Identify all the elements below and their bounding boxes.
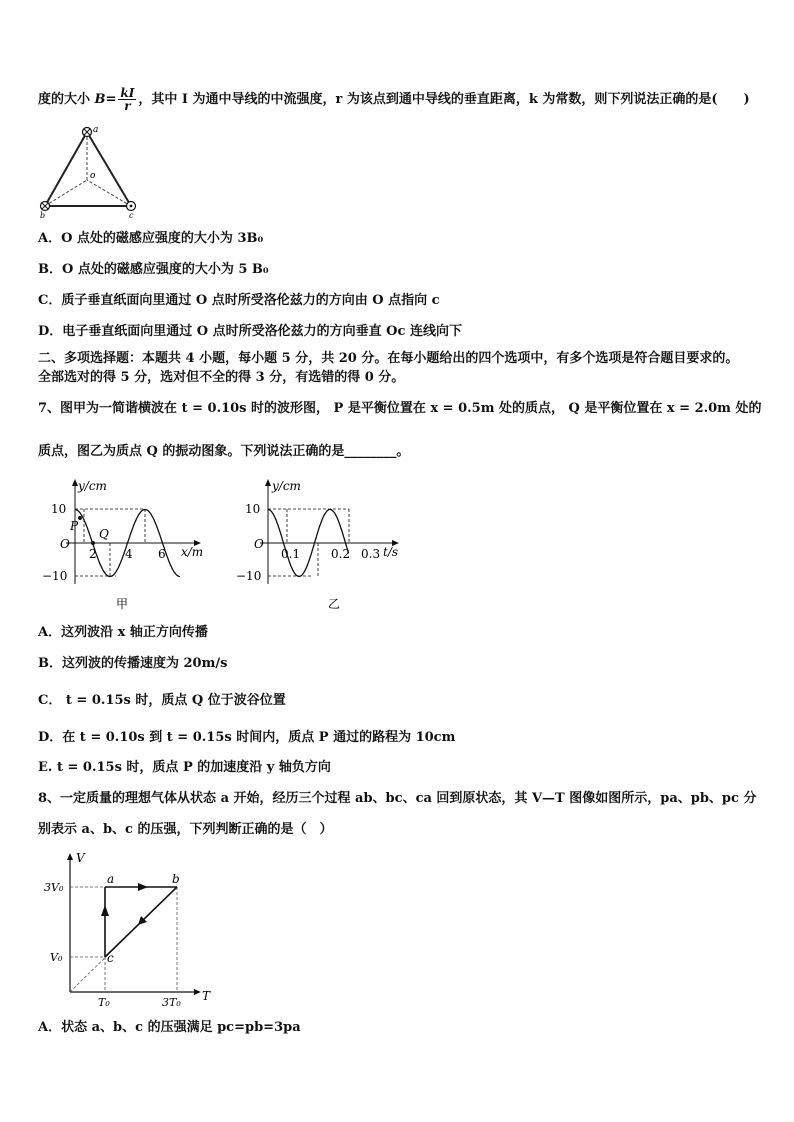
section2-line2: 全部选对的得 5 分，选对但不全的得 3 分，有选错的得 0 分。 (38, 370, 405, 385)
wave-xlabel: x/m (181, 545, 204, 559)
vibration-caption: 乙 (328, 597, 341, 611)
q6-triangle-figure (36, 124, 146, 220)
point-p (78, 516, 82, 520)
point-q (91, 541, 95, 545)
wave-caption: 甲 (116, 597, 129, 611)
q6-label-o: o (90, 171, 96, 181)
q8-label-c: c (107, 951, 114, 965)
q6-stem-text-b: ，其中 I 为通中导线的中流强度，r 为该点到通中导线的垂直距离，k 为常数，则下列说法正确的是( ) (138, 92, 750, 107)
q7-stem-line1: 7、图甲为一简谐横波在 t = 0.10s 时的波形图， P 是平衡位置在 x = 0.5m 处的质点， Q 是平衡位置在 x = 2.0m 处的 (38, 401, 762, 416)
q6-option-d: D．电子垂直纸面向里通过 O 点时所受洛伦兹力的方向垂直 Oc 连线向下 (38, 324, 462, 339)
q8-label-b: b (172, 872, 180, 886)
q6-stem-text-a: 度的大小 (38, 92, 95, 107)
q7-option-a: A．这列波沿 x 轴正方向传播 (38, 625, 208, 640)
q6-fraction (118, 87, 136, 112)
wave-xtick-2: 2 (89, 547, 97, 561)
wave-xtick-4: 4 (125, 547, 133, 561)
vibration-ytick-10: 10 (245, 502, 261, 516)
q6-option-c: C．质子垂直纸面向里通过 O 点时所受洛伦兹力的方向由 O 点指向 c (38, 293, 440, 308)
wave-ylabel: y/cm (78, 479, 107, 493)
vibration-ttick-0-3: 0.3 (361, 547, 381, 561)
q8-tick-3t0: 3T₀ (162, 996, 181, 1009)
q8-label-a: a (107, 872, 115, 886)
q8-tick-3v0: 3V₀ (44, 881, 64, 894)
q6-option-a: A．O 点处的磁感应强度的大小为 3B₀ (38, 231, 264, 246)
q8-stem-line2: 别表示 a、b、c 的压强，下列判断正确的是（ ） (38, 822, 333, 837)
q8-axis-t: T (202, 989, 211, 1003)
q6-stem (38, 87, 750, 112)
vibration-ttick-0-1: 0.1 (281, 547, 301, 561)
vibration-origin: O (254, 537, 264, 551)
q6-label-c: c (129, 211, 134, 220)
q6-fraction-numerator: kI (120, 86, 135, 100)
wave-origin: O (60, 537, 70, 551)
q6-fraction-denominator: r (124, 99, 131, 113)
wave-ytick-neg10: −10 (42, 569, 68, 583)
q8-tick-v0: V₀ (50, 951, 63, 964)
q6-label-a: a (93, 125, 99, 135)
wave-ytick-10: 10 (51, 502, 67, 516)
q6-option-b: B．O 点处的磁感应强度的大小为 5 B₀ (38, 262, 269, 277)
section2-line1: 二、多项选择题：本题共 4 小题，每小题 5 分，共 20 分。在每小题给出的四个选项中，有多个选项是符合题目要求的。 (38, 351, 739, 366)
q7-option-e: E. t = 0.15s 时，质点 P 的加速度沿 y 轴负方向 (38, 760, 331, 775)
wave-label-p: P (70, 519, 79, 533)
q6-label-b: b (40, 211, 46, 220)
vibration-xlabel: t/s (383, 545, 399, 559)
wave-label-q: Q (99, 527, 109, 541)
q7-option-d: D．在 t = 0.10s 到 t = 0.15s 时间内，质点 P 通过的路程为 10cm (38, 730, 456, 745)
q8-option-a: A．状态 a、b、c 的压强满足 pc=pb=3pa (38, 1020, 301, 1035)
q8-axis-v: V (76, 851, 85, 865)
q7-wave-graph (36, 476, 216, 616)
q7-vibration-graph (232, 476, 412, 616)
q8-stem-line1: 8、一定质量的理想气体从状态 a 开始，经历三个过程 ab、bc、ca 回到原状态，其 V—T 图像如图所示，pa、pb、pc 分 (38, 791, 757, 806)
q6-b-equals: B= (94, 92, 117, 107)
vibration-ytick-neg10: −10 (236, 569, 262, 583)
q8-vt-figure (44, 850, 224, 1010)
q7-stem-line2: 质点，图乙为质点 Q 的振动图象。下列说法正确的是________。 (38, 444, 410, 459)
q7-option-c: C． t = 0.15s 时，质点 Q 位于波谷位置 (38, 693, 286, 708)
wave-xtick-6: 6 (158, 547, 166, 561)
q7-option-b: B．这列波的传播速度为 20m/s (38, 656, 228, 671)
q8-tick-t0: T₀ (98, 996, 110, 1009)
vibration-ttick-0-2: 0.2 (331, 547, 351, 561)
vibration-ylabel: y/cm (272, 479, 301, 493)
